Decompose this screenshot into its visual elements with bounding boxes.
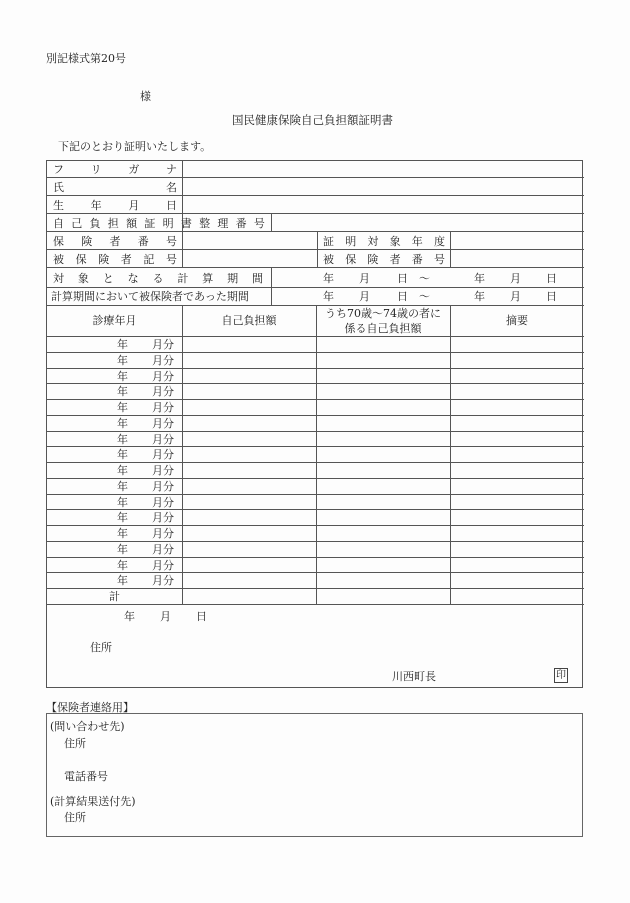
row-year-label: 年	[117, 574, 128, 588]
calc-period-label	[53, 273, 263, 284]
calc-period-label-char: 象	[77, 272, 89, 285]
insured-number-label-char: 保	[345, 253, 357, 266]
column-divider	[317, 231, 318, 267]
inquiry-address-label: 住所	[64, 737, 86, 750]
cert-fiscal-year-label-char: 対	[367, 235, 379, 248]
self-pay-amount-field[interactable]	[183, 384, 315, 398]
insurer-number-label-char: 険	[81, 235, 93, 248]
self-pay-amount-field[interactable]	[183, 353, 315, 367]
col-header-treatment-month: 診療年月	[92, 314, 137, 327]
furigana-label-char: ナ	[165, 163, 177, 176]
cert-ref-number-label-char: 己	[71, 217, 83, 230]
furigana-label-char: フ	[53, 163, 64, 176]
birthdate-label	[53, 200, 177, 211]
cert-ref-number-field[interactable]	[272, 214, 583, 230]
name-label	[53, 182, 177, 193]
insured-symbol-label-char: 号	[165, 253, 177, 266]
insured-symbol-label-char: 険	[98, 253, 110, 266]
insured-period-start-day: 日	[397, 290, 408, 303]
insured-symbol-label-char: 被	[53, 253, 64, 266]
insurer-number-label-char: 号	[166, 235, 177, 248]
calc-period-end-year: 年	[474, 272, 485, 285]
cert-ref-number-label-char: 番	[235, 217, 247, 230]
document-title: 国民健康保険自己負担額証明書	[232, 113, 393, 127]
row-month-label: 月分	[152, 464, 174, 477]
remarks-field[interactable]	[451, 447, 583, 461]
row-year-label: 年	[117, 385, 128, 399]
row-year-label: 年	[117, 511, 128, 525]
calc-period-label-char: な	[127, 272, 139, 285]
cert-ref-number-label-char: 自	[53, 217, 64, 230]
self-pay-amount-field[interactable]	[183, 337, 315, 351]
total-label: 計	[109, 590, 120, 603]
row-month-label: 月分	[152, 448, 174, 462]
insured-period-tilde: ～	[419, 290, 430, 303]
birthdate-label-char: 日	[165, 199, 177, 212]
row-month-label: 月分	[152, 558, 174, 572]
cert-ref-number-label	[53, 218, 265, 229]
calc-period-start-year: 年	[323, 272, 334, 285]
result-address-label: 住所	[64, 811, 86, 824]
elderly-self-pay-field[interactable]	[317, 400, 449, 414]
insurer-number-field[interactable]	[183, 232, 317, 248]
calc-period-field[interactable]	[272, 268, 583, 285]
remarks-field[interactable]	[451, 416, 583, 430]
cert-fiscal-year-label-char: 明	[345, 235, 357, 248]
insured-number-label-char: 号	[433, 253, 445, 266]
insured-period-end-month: 月	[510, 290, 521, 303]
insurer-number-label-char: 者	[109, 235, 121, 248]
insured-number-label-char: 者	[389, 253, 401, 266]
row-year-label: 年	[117, 464, 128, 477]
insured-symbol-label	[53, 254, 177, 265]
insured-number-label	[323, 254, 445, 265]
cert-fiscal-year-field[interactable]	[451, 232, 583, 248]
cert-ref-number-label-char: 整	[199, 217, 211, 230]
remarks-field[interactable]	[451, 463, 583, 477]
calc-period-start-day: 日	[397, 272, 408, 285]
row-year-label: 年	[117, 416, 128, 430]
sign-month: 月	[160, 610, 171, 623]
issuer-name: 川西町長	[392, 670, 436, 683]
insured-period-field[interactable]	[272, 286, 583, 303]
calc-period-label-char: 算	[202, 272, 214, 285]
row-year-label: 年	[117, 432, 128, 446]
remarks-field[interactable]	[451, 369, 583, 383]
elderly-self-pay-field[interactable]	[317, 337, 449, 351]
elderly-self-pay-field[interactable]	[317, 353, 449, 367]
row-year-label: 年	[117, 353, 128, 367]
insured-period-start-month: 月	[359, 290, 370, 303]
row-month-label: 月分	[152, 432, 174, 446]
sign-day: 日	[196, 610, 207, 623]
remarks-field[interactable]	[451, 432, 583, 446]
inquiry-label: (問い合わせ先)	[50, 720, 125, 733]
insured-number-label-char: 険	[367, 253, 379, 266]
row-month-label: 月分	[152, 338, 174, 351]
elderly-self-pay-field[interactable]	[317, 432, 449, 446]
cert-ref-number-label-char: 負	[89, 217, 101, 230]
self-pay-amount-field[interactable]	[183, 495, 315, 509]
remarks-field[interactable]	[451, 495, 583, 509]
furigana-label	[53, 164, 177, 175]
elderly-self-pay-field[interactable]	[317, 369, 449, 383]
remarks-field[interactable]	[451, 573, 583, 587]
row-month-label: 月分	[152, 495, 174, 509]
remarks-field[interactable]	[451, 337, 583, 351]
self-pay-amount-field[interactable]	[183, 542, 315, 556]
row-month-label: 月分	[152, 401, 174, 414]
insured-number-label-char: 番	[411, 253, 423, 266]
self-pay-amount-field[interactable]	[183, 463, 315, 477]
row-year-label: 年	[117, 338, 128, 351]
self-pay-amount-field[interactable]	[183, 558, 315, 572]
form-number: 別記様式第20号	[46, 52, 126, 65]
cert-fiscal-year-label-char: 証	[323, 235, 334, 248]
remarks-field[interactable]	[451, 384, 583, 398]
calc-period-label-char: 間	[252, 272, 263, 285]
row-month-label: 月分	[152, 479, 174, 493]
insured-number-field[interactable]	[451, 250, 583, 266]
insured-period-end-day: 日	[546, 290, 557, 303]
insurer-number-label-char: 番	[137, 235, 149, 248]
self-pay-amount-field[interactable]	[183, 526, 315, 540]
cert-ref-number-label-char: 書	[180, 217, 192, 230]
contact-heading: 【保険者連絡用】	[46, 701, 134, 714]
row-month-label: 月分	[152, 511, 174, 525]
name-label-char: 氏	[53, 181, 64, 194]
calc-period-end-day: 日	[546, 272, 557, 285]
cert-fiscal-year-label-char: 象	[389, 235, 401, 248]
total-elderly-self-pay-field[interactable]	[317, 589, 449, 603]
intro-text: 下記のとおり証明いたします。	[58, 140, 212, 153]
total-remarks-field[interactable]	[451, 589, 583, 603]
calc-period-label-char: 期	[227, 272, 239, 285]
birthdate-label-char: 月	[128, 199, 140, 212]
elderly-self-pay-field[interactable]	[317, 573, 449, 587]
insured-period-end-year: 年	[474, 290, 485, 303]
calc-period-start-month: 月	[359, 272, 370, 285]
row-year-label: 年	[117, 479, 128, 493]
elderly-self-pay-field[interactable]	[317, 384, 449, 398]
self-pay-amount-field[interactable]	[183, 479, 315, 493]
row-year-label: 年	[117, 495, 128, 509]
insured-symbol-label-char: 保	[75, 253, 87, 266]
cert-fiscal-year-label-char: 度	[433, 235, 445, 248]
self-pay-amount-field[interactable]	[183, 400, 315, 414]
cert-fiscal-year-label-char: 年	[411, 235, 423, 248]
self-pay-amount-field[interactable]	[183, 573, 315, 587]
name-label-char: 名	[166, 181, 177, 194]
remarks-field[interactable]	[451, 542, 583, 556]
elderly-self-pay-field[interactable]	[317, 416, 449, 430]
cert-ref-number-label-char: 証	[144, 217, 156, 230]
contact-box	[46, 713, 583, 837]
remarks-field[interactable]	[451, 353, 583, 367]
insured-symbol-field[interactable]	[183, 250, 317, 266]
row-year-label: 年	[117, 527, 128, 540]
row-year-label: 年	[117, 401, 128, 414]
row-year-label: 年	[117, 448, 128, 462]
remarks-field[interactable]	[451, 400, 583, 414]
col-header-self-pay: 自己負担額	[221, 314, 277, 327]
calc-period-label-char: 計	[177, 272, 189, 285]
row-month-label: 月分	[152, 353, 174, 367]
furigana-field[interactable]	[183, 162, 583, 176]
row-year-label: 年	[117, 369, 128, 383]
elderly-self-pay-field[interactable]	[317, 558, 449, 572]
birthdate-label-char: 年	[90, 199, 102, 212]
remarks-field[interactable]	[451, 558, 583, 572]
row-year-label: 年	[117, 542, 128, 556]
self-pay-amount-field[interactable]	[183, 369, 315, 383]
sign-address-label: 住所	[90, 641, 112, 654]
cert-ref-number-label-char: 明	[162, 217, 174, 230]
row-year-label: 年	[117, 558, 128, 572]
self-pay-amount-field[interactable]	[183, 432, 315, 446]
result-destination-label: (計算結果送付先)	[50, 795, 136, 808]
remarks-field[interactable]	[451, 526, 583, 540]
self-pay-amount-field[interactable]	[183, 510, 315, 524]
calc-period-label-char: る	[152, 272, 164, 285]
calc-period-label-char: 対	[53, 272, 64, 285]
certificate-table	[46, 160, 583, 688]
insured-number-label-char: 被	[323, 253, 334, 266]
row-month-label: 月分	[152, 369, 174, 383]
addressee-suffix: 様	[140, 90, 151, 103]
sign-year: 年	[124, 610, 135, 623]
insured-period-start-year: 年	[323, 290, 334, 303]
row-month-label: 月分	[152, 542, 174, 556]
seal-stamp-icon: 印	[556, 670, 566, 681]
birthdate-field[interactable]	[183, 196, 583, 212]
furigana-label-char: リ	[90, 163, 102, 176]
cert-ref-number-label-char: 担	[107, 217, 119, 230]
elderly-self-pay-field[interactable]	[317, 447, 449, 461]
elderly-self-pay-field[interactable]	[317, 479, 449, 493]
birthdate-label-char: 生	[53, 199, 64, 212]
col-header-remarks: 摘要	[506, 314, 528, 327]
remarks-field[interactable]	[451, 479, 583, 493]
row-divider	[47, 604, 584, 605]
remarks-field[interactable]	[451, 510, 583, 524]
calc-period-end-month: 月	[510, 272, 521, 285]
cert-ref-number-label-char: 理	[217, 217, 229, 230]
inquiry-phone-label: 電話番号	[64, 770, 108, 783]
col-header-70-74-line1: うち70歳～74歳の者に	[325, 307, 441, 320]
row-month-label: 月分	[152, 385, 174, 399]
insured-symbol-label-char: 者	[120, 253, 132, 266]
elderly-self-pay-field[interactable]	[317, 510, 449, 524]
row-month-label: 月分	[152, 574, 174, 588]
self-pay-amount-field[interactable]	[183, 416, 315, 430]
cert-fiscal-year-label	[323, 236, 445, 247]
self-pay-amount-field[interactable]	[183, 447, 315, 461]
name-field[interactable]	[183, 178, 583, 194]
elderly-self-pay-field[interactable]	[317, 463, 449, 477]
elderly-self-pay-field[interactable]	[317, 542, 449, 556]
row-month-label: 月分	[152, 416, 174, 430]
furigana-dashed-divider	[47, 177, 182, 178]
total-self-pay-field[interactable]	[183, 589, 315, 603]
furigana-label-char: ガ	[128, 163, 140, 176]
row-month-label: 月分	[152, 527, 174, 540]
insurer-number-label-char: 保	[53, 235, 64, 248]
insurer-number-label	[53, 236, 177, 247]
calc-period-label-char: と	[102, 272, 114, 285]
elderly-self-pay-field[interactable]	[317, 495, 449, 509]
calc-period-tilde: ～	[419, 272, 430, 285]
elderly-self-pay-field[interactable]	[317, 526, 449, 540]
insured-symbol-label-char: 記	[143, 253, 155, 266]
insured-period-label: 計算期間において被保険者であった期間	[51, 290, 249, 303]
cert-ref-number-label-char: 額	[126, 217, 138, 230]
cert-ref-number-label-char: 号	[253, 217, 265, 230]
col-header-70-74-line2: 係る自己負担額	[344, 322, 422, 335]
